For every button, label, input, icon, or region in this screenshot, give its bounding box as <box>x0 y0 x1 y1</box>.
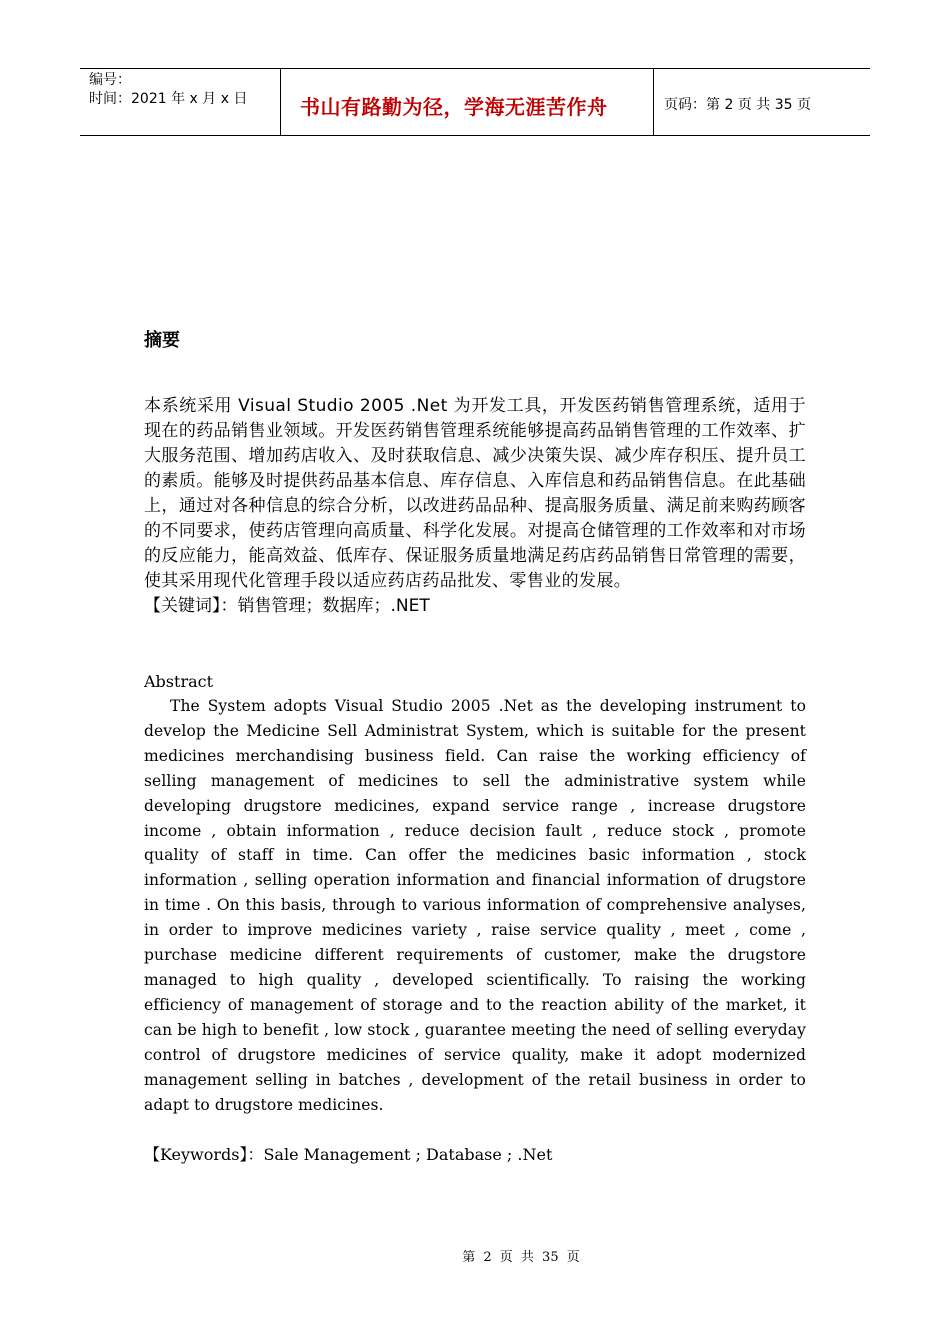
footer-page-number: 第 2 页 共 35 页 <box>462 1250 580 1265</box>
abstract-en-keywords: 【Keywords】：Sale Management ; Database ; .Net <box>144 1145 553 1165</box>
header-motto-cell <box>281 69 654 135</box>
abstract-en-title: Abstract <box>144 672 214 691</box>
page-info: 页码：第 2 页 共 35 页 <box>664 97 811 113</box>
abstract-zh-keywords: 【关键词】：销售管理；数据库；.NET <box>144 596 430 616</box>
header-page-cell <box>654 69 870 135</box>
motto-text: 书山有路勤为径，学海无涯苦作舟 <box>300 94 608 119</box>
abstract-zh-title: 摘要 <box>144 330 180 351</box>
abstract-en-body: The System adopts Visual Studio 2005 .Net as the developing instrument to develop the Medicine Sell Administrat System, which is suitable for the present medicines merchandising business field. Can raise the working efficiency of selling management of medicines to sell the administrative system while developing drugstore medicines, expand service range , increase drugstore income , obtain information , reduce decision fault , reduce stock , promote quality of staff in time. Can offer the medicines basic information , stock information , selling operation information and financial information of drugstore in time . On this basis, through to various information of comprehensive analyses, in order to improve medicines variety , raise service quality , meet , come , purchase medicine different requirements of customer, make the drugstore managed to high quality , developed scientifically. To raising the working efficiency of management of storage and to the reaction ability of the market, it can be high to benefit , low stock , guarantee meeting the need of selling everyday control of drugstore medicines of service quality, make it adopt modernized management selling in batches , development of the retail business in order to adapt to drugstore medicines. <box>144 697 806 1114</box>
abstract-zh-body: 本系统采用 Visual Studio 2005 .Net 为开发工具，开发医药销售管理系统，适用于现在的药品销售业领域。开发医药销售管理系统能够提高药品销售管理的工作效率、扩大服务范围、增加药店收入、及时获取信息、减少决策失误、减少库存积压、提升员工的素质。能够及时提供药品基本信息、库存信息、入库信息和药品销售信息。在此基础上，通过对各种信息的综合分析，以改进药品品种、提高服务质量、满足前来购药顾客的不同要求，使药店管理向高质量、科学化发展。对提高仓储管理的工作效率和对市场的反应能力，能高效益、低库存、保证服务质量地满足药店药品销售日常管理的需要，使其采用现代化管理手段以适应药店药品批发、零售业的发展。 <box>144 396 806 591</box>
page-header <box>80 68 870 136</box>
document-body <box>144 328 806 1167</box>
page-footer <box>0 1246 950 1265</box>
header-meta-cell <box>80 69 281 135</box>
doc-number-label: 编号： <box>89 72 131 88</box>
date-line: 时间：2021 年 x 月 x 日 <box>89 91 248 107</box>
